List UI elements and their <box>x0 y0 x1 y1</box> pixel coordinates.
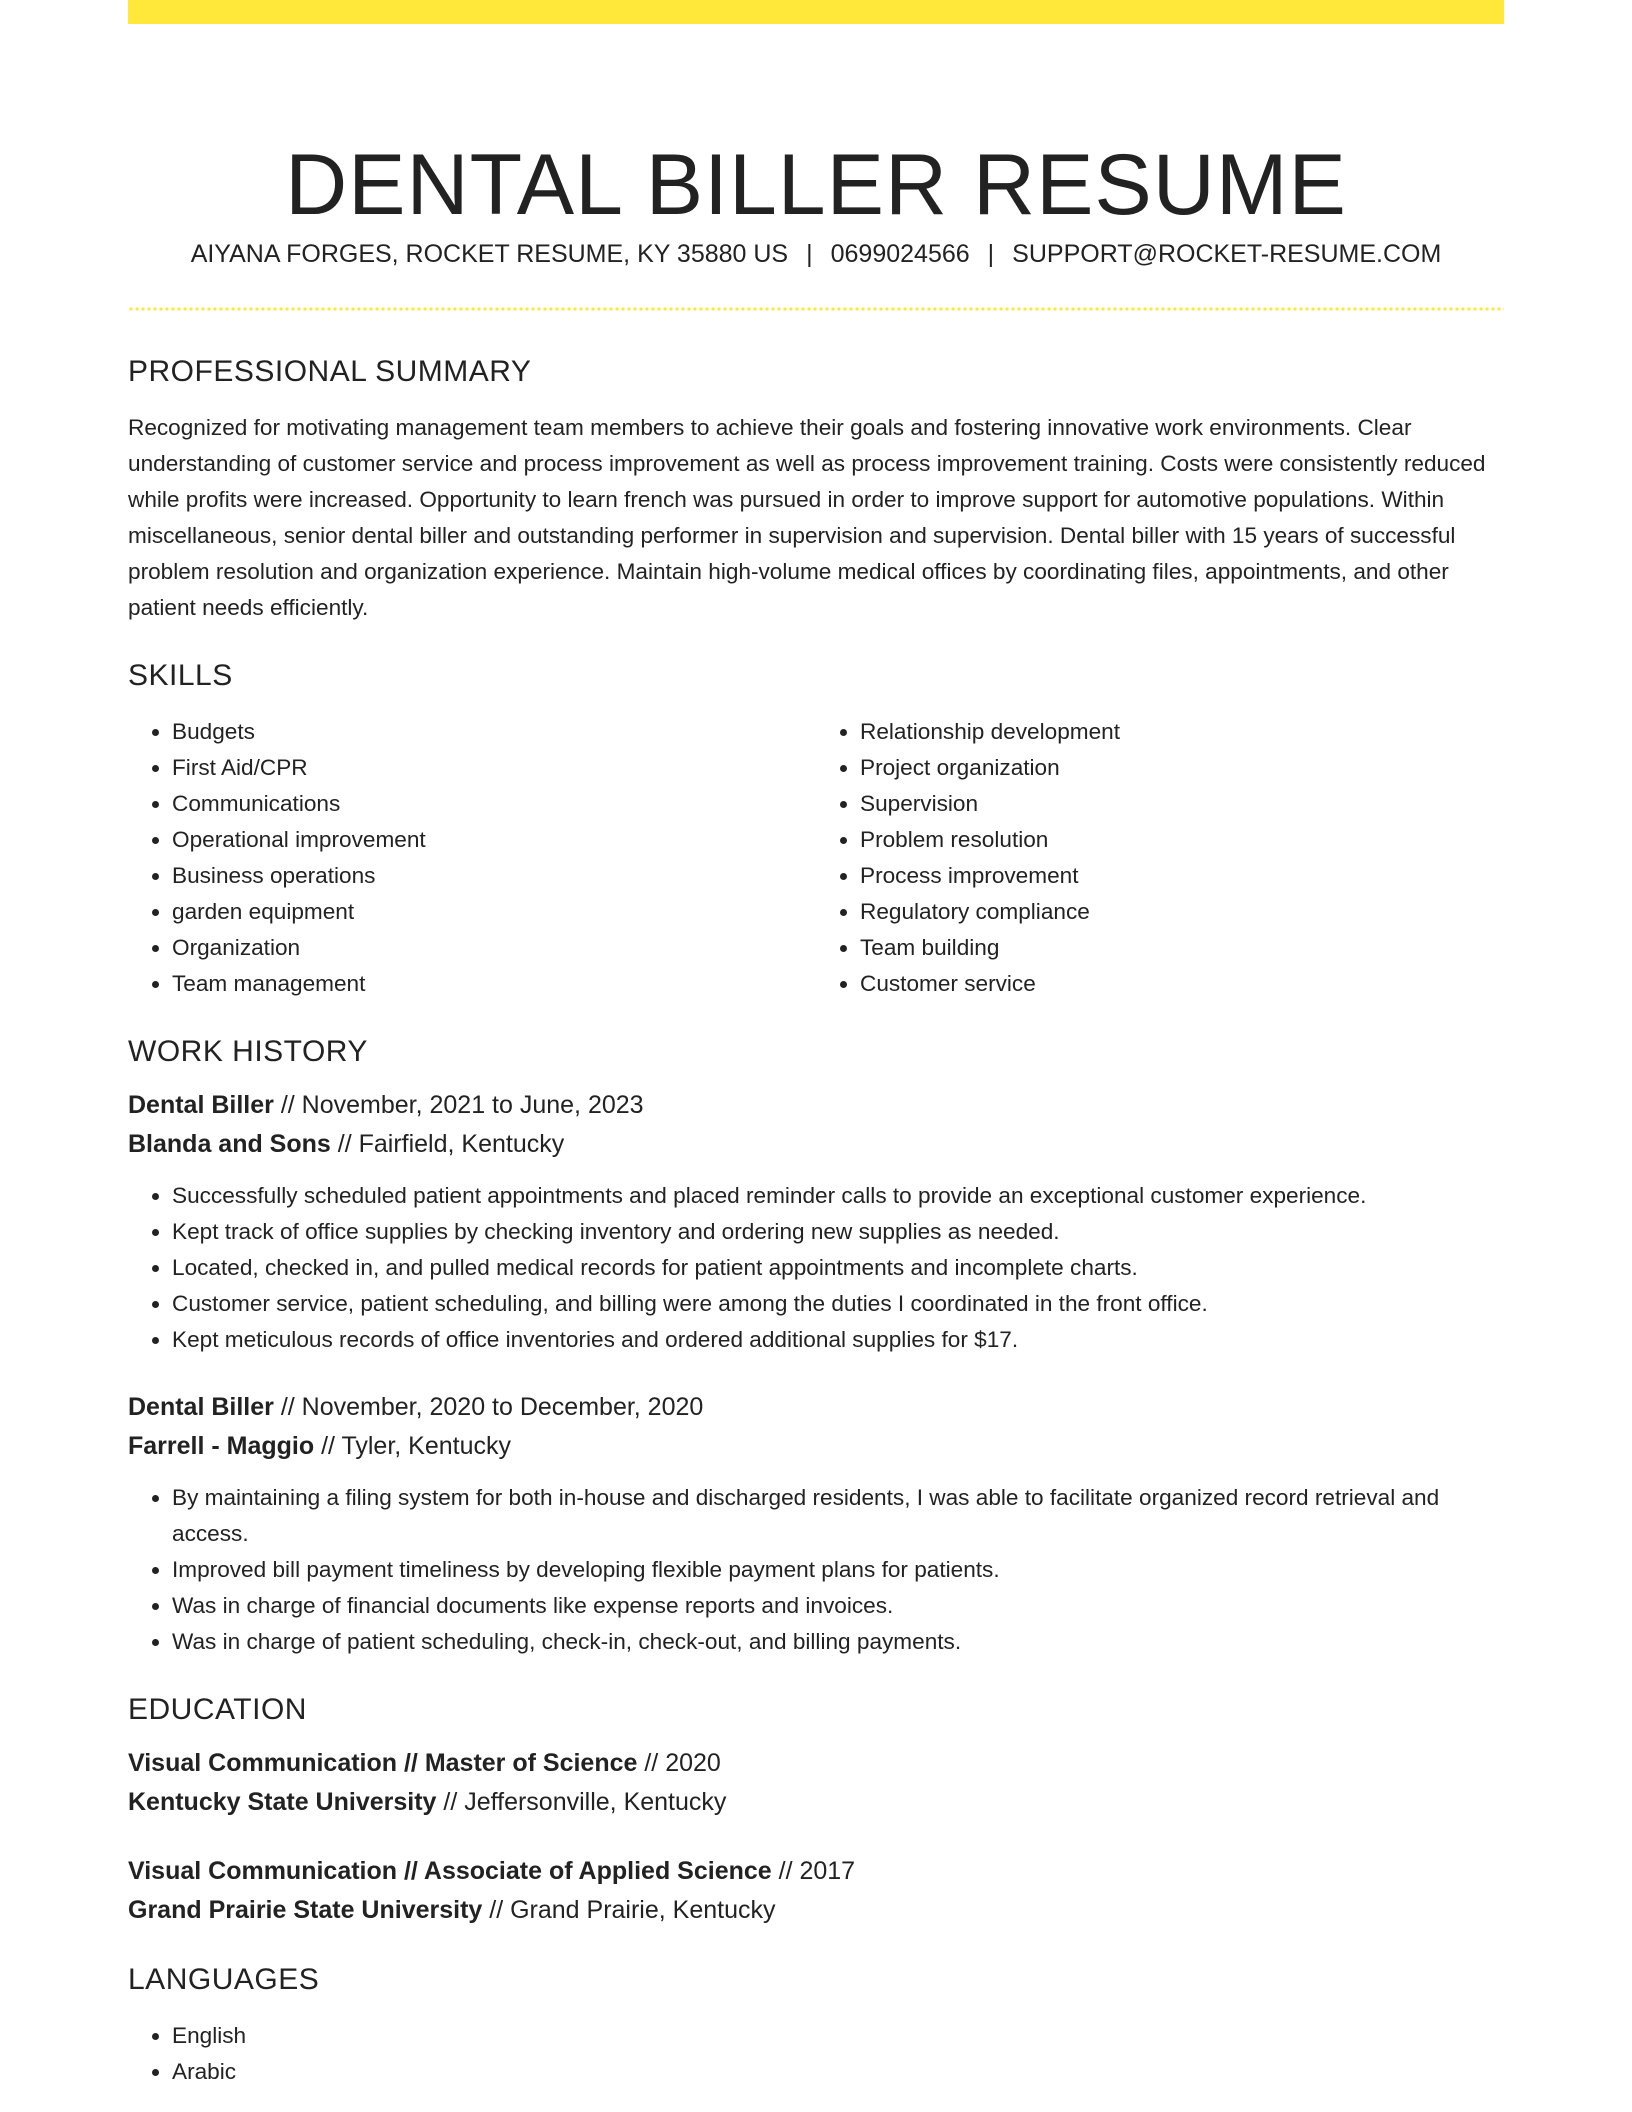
job-duty: • Improved bill payment timeliness by developing flexible payment plans for patients. <box>172 1552 1504 1588</box>
job-location: // Tyler, Kentucky <box>314 1432 511 1460</box>
work-history-heading: WORK HISTORY <box>128 1035 368 1068</box>
skill-item: • Team management <box>172 966 816 1002</box>
languages-list <box>128 2018 1504 2090</box>
resume-body <box>128 352 1504 2090</box>
job-duty: • Kept meticulous records of office inventories and ordered additional supplies for $17. <box>172 1322 1504 1358</box>
language-item: • Arabic <box>172 2054 1504 2090</box>
skill-item: • Regulatory compliance <box>860 894 1504 930</box>
languages-heading: LANGUAGES <box>128 1963 320 1996</box>
skill-item: • Organization <box>172 930 816 966</box>
skills-heading: SKILLS <box>128 659 233 692</box>
job-duty: • Located, checked in, and pulled medical records for patient appointments and incomplete charts. <box>172 1250 1504 1286</box>
accent-top-bar <box>128 0 1504 24</box>
languages-section <box>128 1960 1504 2090</box>
job-dates: // November, 2021 to June, 2023 <box>273 1091 644 1119</box>
education-heading: EDUCATION <box>128 1693 307 1726</box>
contact-email: SUPPORT@ROCKET-RESUME.COM <box>1012 240 1442 268</box>
job-duty: • Kept track of office supplies by checking inventory and ordering new supplies as needed. <box>172 1214 1504 1250</box>
dotted-divider <box>128 307 1504 311</box>
contact-address: AIYANA FORGES, ROCKET RESUME, KY 35880 US <box>190 240 789 268</box>
job-duty: • Was in charge of patient scheduling, check-in, check-out, and billing payments. <box>172 1624 1504 1660</box>
school-name: Grand Prairie State University <box>128 1896 483 1924</box>
job-company: Blanda and Sons <box>128 1130 331 1158</box>
job-title-line <box>128 1086 1504 1125</box>
skills-list-right <box>816 714 1504 1002</box>
job-duty: • Successfully scheduled patient appointments and placed reminder calls to provide an exceptional customer experience. <box>172 1178 1504 1214</box>
resume-title: DENTAL BILLER RESUME <box>285 136 1347 233</box>
contact-phone: 0699024566 <box>830 240 970 268</box>
job-company-line <box>128 1125 1504 1164</box>
education-entry <box>128 1852 1504 1930</box>
job-title: Dental Biller <box>128 1393 274 1421</box>
skill-item: • Customer service <box>860 966 1504 1002</box>
degree-line <box>128 1744 1504 1783</box>
skill-item: • Problem resolution <box>860 822 1504 858</box>
skill-item: • Process improvement <box>860 858 1504 894</box>
summary-text: Recognized for motivating management team members to achieve their goals and fostering innovative work environments. Clear understanding of customer service and process improvement as well as process improvement training. Costs were consistently reduced while profits were increased. Opportunity to learn french was pursued in order to improve support for automotive populations. Within miscellaneous, senior dental biller and outstanding performer in supervision and supervision. Dental biller with 15 years of successful problem resolution and organization experience. Maintain high-volume medical offices by coordinating files, appointments, and other patient needs efficiently. <box>128 415 1486 620</box>
summary-section <box>128 352 1504 626</box>
job-company: Farrell - Maggio <box>128 1432 315 1460</box>
job-company-line <box>128 1427 1504 1466</box>
skill-item: • Team building <box>860 930 1504 966</box>
skill-item: • Business operations <box>172 858 816 894</box>
skills-list-left <box>128 714 816 1002</box>
graduation-year: // 2020 <box>637 1749 721 1777</box>
skills-section <box>128 656 1504 1002</box>
school-line <box>128 1783 1504 1822</box>
job-location: // Fairfield, Kentucky <box>330 1130 565 1158</box>
summary-heading: PROFESSIONAL SUMMARY <box>128 355 532 388</box>
skill-item: • garden equipment <box>172 894 816 930</box>
job-duty: • Was in charge of financial documents like expense reports and invoices. <box>172 1588 1504 1624</box>
job-entry <box>128 1086 1504 1358</box>
skill-item: • Budgets <box>172 714 816 750</box>
job-duties-list <box>128 1178 1504 1358</box>
skill-item: • Operational improvement <box>172 822 816 858</box>
work-history-section <box>128 1032 1504 1660</box>
skills-columns <box>128 714 1504 1002</box>
school-line <box>128 1891 1504 1930</box>
job-dates: // November, 2020 to December, 2020 <box>273 1393 704 1421</box>
school-name: Kentucky State University <box>128 1788 437 1816</box>
contact-separator: | <box>987 240 995 268</box>
skill-item: • Communications <box>172 786 816 822</box>
school-location: // Grand Prairie, Kentucky <box>482 1896 776 1924</box>
skill-item: • Relationship development <box>860 714 1504 750</box>
contact-line <box>128 238 1504 270</box>
job-duties-list <box>128 1480 1504 1660</box>
degree: Visual Communication // Associate of Applied Science <box>128 1857 772 1885</box>
education-entry <box>128 1744 1504 1822</box>
job-duty: • By maintaining a filing system for both in-house and discharged residents, I was able to facilitate organized record retrieval and access. <box>172 1480 1504 1552</box>
job-title-line <box>128 1388 1504 1427</box>
education-section <box>128 1690 1504 1930</box>
school-location: // Jeffersonville, Kentucky <box>436 1788 727 1816</box>
graduation-year: // 2017 <box>771 1857 856 1885</box>
job-duty: • Customer service, patient scheduling, and billing were among the duties I coordinated in the front office. <box>172 1286 1504 1322</box>
job-title: Dental Biller <box>128 1091 274 1119</box>
contact-separator: | <box>806 240 813 268</box>
skill-item: • Project organization <box>860 750 1504 786</box>
degree: Visual Communication // Master of Science <box>128 1749 638 1777</box>
degree-line <box>128 1852 1504 1891</box>
language-item: • English <box>172 2018 1504 2054</box>
skill-item: • First Aid/CPR <box>172 750 816 786</box>
skill-item: • Supervision <box>860 786 1504 822</box>
job-entry <box>128 1388 1504 1660</box>
